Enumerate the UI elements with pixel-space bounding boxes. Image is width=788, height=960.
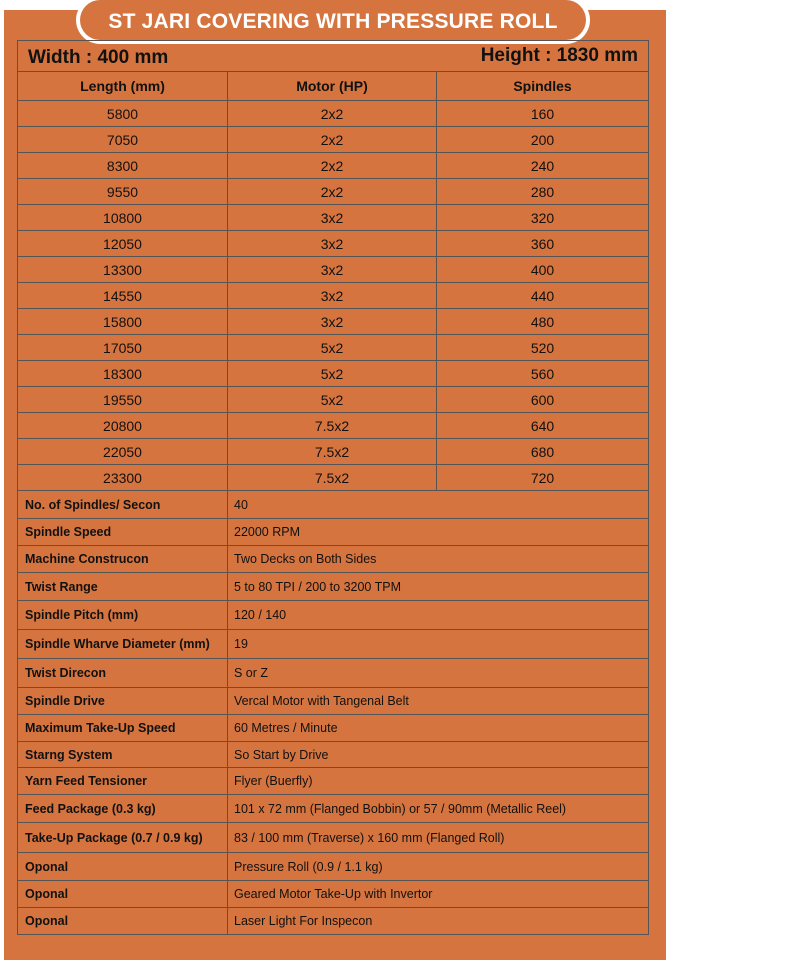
length-cell: 22050 [18, 439, 228, 465]
spec-value: 22000 RPM [228, 519, 649, 546]
spindles-cell: 400 [437, 257, 649, 283]
length-cell: 17050 [18, 335, 228, 361]
spec-label: Oponal [18, 853, 228, 881]
spec-label: Spindle Wharve Diameter (mm) [18, 630, 228, 659]
spindles-cell: 280 [437, 179, 649, 205]
width-label: Width : 400 mm [28, 47, 169, 68]
table-row [18, 361, 649, 387]
spec-value: 5 to 80 TPI / 200 to 3200 TPM [228, 573, 649, 601]
page-title: ST JARI COVERING WITH PRESSURE ROLL [80, 0, 586, 40]
spec-value: Geared Motor Take-Up with Invertor [228, 881, 649, 908]
spec-value: Two Decks on Both Sides [228, 546, 649, 573]
spec-value: 120 / 140 [228, 601, 649, 630]
spec-row [18, 601, 649, 630]
motor-cell: 5x2 [228, 361, 437, 387]
spindles-cell: 240 [437, 153, 649, 179]
spec-value: Pressure Roll (0.9 / 1.1 kg) [228, 853, 649, 881]
table-row [18, 283, 649, 309]
motor-cell: 5x2 [228, 335, 437, 361]
spec-row [18, 630, 649, 659]
column-header-spindles: Spindles [437, 72, 649, 101]
length-cell: 8300 [18, 153, 228, 179]
table-row [18, 257, 649, 283]
spec-label: Spindle Pitch (mm) [18, 601, 228, 630]
spec-value: 19 [228, 630, 649, 659]
spec-value: Vercal Motor with Tangenal Belt [228, 688, 649, 715]
spec-value: 40 [228, 491, 649, 519]
table-header [18, 72, 649, 101]
column-header-length: Length (mm) [18, 72, 228, 101]
motor-cell: 3x2 [228, 205, 437, 231]
table-row [18, 101, 649, 127]
motor-cell: 2x2 [228, 101, 437, 127]
spec-label: Starng System [18, 742, 228, 768]
motor-cell: 3x2 [228, 231, 437, 257]
motor-cell: 3x2 [228, 309, 437, 335]
table-row [18, 153, 649, 179]
table-row [18, 413, 649, 439]
motor-cell: 5x2 [228, 387, 437, 413]
table-row [18, 465, 649, 491]
length-cell: 20800 [18, 413, 228, 439]
spindles-cell: 200 [437, 127, 649, 153]
spindles-cell: 640 [437, 413, 649, 439]
table-row [18, 231, 649, 257]
length-cell: 19550 [18, 387, 228, 413]
table-row [18, 179, 649, 205]
spec-value: Laser Light For Inspecon [228, 908, 649, 935]
spec-label: Yarn Feed Tensioner [18, 768, 228, 795]
spindles-cell: 480 [437, 309, 649, 335]
spec-row [18, 573, 649, 601]
length-cell: 12050 [18, 231, 228, 257]
dimensions-row [18, 41, 649, 72]
length-cell: 10800 [18, 205, 228, 231]
column-header-motor: Motor (HP) [228, 72, 437, 101]
motor-cell: 2x2 [228, 153, 437, 179]
length-cell: 23300 [18, 465, 228, 491]
motor-cell: 7.5x2 [228, 465, 437, 491]
spec-label: Oponal [18, 908, 228, 935]
length-cell: 9550 [18, 179, 228, 205]
spec-label: Spindle Speed [18, 519, 228, 546]
spec-value: 101 x 72 mm (Flanged Bobbin) or 57 / 90mm (Metallic Reel) [228, 795, 649, 823]
motor-cell: 2x2 [228, 127, 437, 153]
table-row [18, 309, 649, 335]
spec-label: Spindle Drive [18, 688, 228, 715]
spec-label: Twist Range [18, 573, 228, 601]
length-cell: 14550 [18, 283, 228, 309]
spindles-cell: 520 [437, 335, 649, 361]
length-cell: 15800 [18, 309, 228, 335]
spec-row [18, 908, 649, 935]
table-row [18, 127, 649, 153]
height-label: Height : 1830 mm [480, 45, 639, 66]
motor-cell: 2x2 [228, 179, 437, 205]
spec-label: Take-Up Package (0.7 / 0.9 kg) [18, 823, 228, 853]
spindles-cell: 680 [437, 439, 649, 465]
spec-label: No. of Spindles/ Secon [18, 491, 228, 519]
spec-row [18, 853, 649, 881]
spec-row [18, 688, 649, 715]
motor-cell: 7.5x2 [228, 439, 437, 465]
motor-cell: 7.5x2 [228, 413, 437, 439]
spec-row [18, 659, 649, 688]
length-cell: 5800 [18, 101, 228, 127]
table-row [18, 205, 649, 231]
spindles-cell: 320 [437, 205, 649, 231]
spec-table [17, 40, 649, 935]
spindles-cell: 360 [437, 231, 649, 257]
motor-cell: 3x2 [228, 257, 437, 283]
spec-row [18, 715, 649, 742]
spec-value: So Start by Drive [228, 742, 649, 768]
spindles-cell: 600 [437, 387, 649, 413]
spec-row [18, 546, 649, 573]
spec-label: Twist Direcon [18, 659, 228, 688]
spindles-cell: 720 [437, 465, 649, 491]
spindles-cell: 440 [437, 283, 649, 309]
motor-cell: 3x2 [228, 283, 437, 309]
spec-label: Maximum Take-Up Speed [18, 715, 228, 742]
length-cell: 7050 [18, 127, 228, 153]
spec-row [18, 491, 649, 519]
spec-value: S or Z [228, 659, 649, 688]
spec-row [18, 742, 649, 768]
spec-row [18, 823, 649, 853]
spec-label: Feed Package (0.3 kg) [18, 795, 228, 823]
spec-value: 60 Metres / Minute [228, 715, 649, 742]
length-cell: 18300 [18, 361, 228, 387]
spec-row [18, 881, 649, 908]
spec-label: Oponal [18, 881, 228, 908]
table-row [18, 387, 649, 413]
table-row [18, 439, 649, 465]
spec-value: Flyer (Buerfly) [228, 768, 649, 795]
spec-row [18, 768, 649, 795]
spec-row [18, 519, 649, 546]
spindles-cell: 160 [437, 101, 649, 127]
spec-row [18, 795, 649, 823]
spec-value: 83 / 100 mm (Traverse) x 160 mm (Flanged Roll) [228, 823, 649, 853]
table-row [18, 335, 649, 361]
spec-label: Machine Construcon [18, 546, 228, 573]
spindles-cell: 560 [437, 361, 649, 387]
length-cell: 13300 [18, 257, 228, 283]
